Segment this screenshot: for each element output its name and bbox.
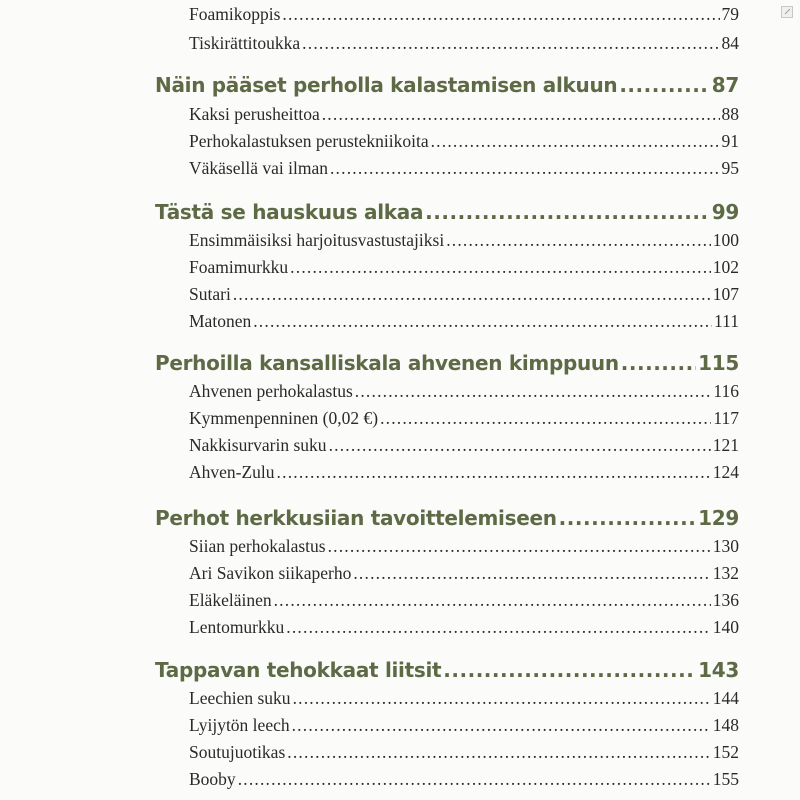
dot-leader <box>355 381 712 402</box>
page-corner-icon <box>781 6 793 18</box>
dot-leader <box>380 408 711 429</box>
dot-leader <box>619 73 709 97</box>
toc-title: Lyijytön leech <box>189 715 290 735</box>
toc-title: Eläkeläinen <box>189 590 272 610</box>
toc-page-number: 88 <box>721 104 739 124</box>
toc-page-number: 132 <box>712 563 739 583</box>
dot-leader <box>431 131 720 152</box>
toc-page-number: 95 <box>721 158 739 178</box>
toc-entry <box>189 131 739 152</box>
toc-title: Lentomurkku <box>189 617 285 637</box>
dot-leader <box>559 506 696 530</box>
toc-title: Foamimurkku <box>189 257 289 277</box>
toc-title: Sutari <box>189 284 231 304</box>
dot-leader <box>330 158 720 179</box>
toc-title: Foamikoppis <box>189 4 281 24</box>
toc-title: Leechien suku <box>189 688 291 708</box>
toc-chapter-heading <box>155 200 739 228</box>
toc-entry <box>189 4 739 25</box>
dot-leader <box>253 311 712 332</box>
toc-title: Nakkisurvarin suku <box>189 435 327 455</box>
toc-page-number: 152 <box>712 742 739 762</box>
toc-title: Tästä se hauskuus alkaa <box>155 200 424 224</box>
dot-leader <box>282 4 719 25</box>
toc-page-number: 136 <box>712 590 739 610</box>
toc-entry <box>189 462 739 483</box>
toc-entry <box>189 563 739 584</box>
toc-title: Ensimmäisiksi harjoitusvastustajiksi <box>189 230 445 250</box>
toc-title: Matonen <box>189 311 252 331</box>
toc-title: Perhoilla kansalliskala ahvenen kimppuun <box>155 351 619 375</box>
toc-page-number: 124 <box>712 462 739 482</box>
toc-title: Ari Savikon siikaperho <box>189 563 352 583</box>
dot-leader <box>233 284 711 305</box>
dot-leader <box>287 742 710 763</box>
dot-leader <box>238 769 711 790</box>
toc-entry <box>189 715 739 736</box>
dot-leader <box>322 104 720 125</box>
toc-title: Väkäsellä vai ilman <box>189 158 328 178</box>
toc-entry <box>189 590 739 611</box>
toc-entry <box>189 408 739 429</box>
toc-page-number: 100 <box>712 230 739 250</box>
toc-title: Booby <box>189 769 236 789</box>
dot-leader <box>328 536 711 557</box>
toc-page-number: 84 <box>721 33 739 53</box>
toc-title: Ahvenen perhokalastus <box>189 381 353 401</box>
dot-leader <box>621 351 696 375</box>
toc-entry <box>189 769 739 790</box>
toc-entry <box>189 257 739 278</box>
toc-title: Tiskirättitoukka <box>189 33 301 53</box>
toc-title: Perhokalastuksen perustekniikoita <box>189 131 429 151</box>
toc-entry <box>189 381 739 402</box>
toc-title: Perhot herkkusiian tavoittelemiseen <box>155 506 557 530</box>
toc-entry <box>189 536 739 557</box>
dot-leader <box>446 230 711 251</box>
toc-page-number: 140 <box>712 617 739 637</box>
toc-title: Kymmenpenninen (0,02 €) <box>189 408 379 428</box>
toc-page-number: 121 <box>712 435 739 455</box>
toc-page-number: 107 <box>712 284 739 304</box>
toc-entry <box>189 284 739 305</box>
dot-leader <box>329 435 711 456</box>
toc-page-number: 99 <box>711 200 739 224</box>
toc-page-number: 87 <box>711 73 739 97</box>
dot-leader <box>293 688 711 709</box>
toc-page-number: 111 <box>714 311 739 331</box>
toc-page-number: 144 <box>712 688 739 708</box>
toc-entry <box>189 33 739 54</box>
toc-title: Näin pääset perholla kalastamisen alkuun <box>155 73 618 97</box>
toc-page-number: 155 <box>712 769 739 789</box>
toc-chapter-heading <box>155 506 739 534</box>
toc-chapter-heading <box>155 658 739 686</box>
toc-page-number: 129 <box>698 506 739 530</box>
toc-page-number: 143 <box>698 658 739 682</box>
dot-leader <box>353 563 710 584</box>
toc-page-number: 116 <box>713 381 739 401</box>
dot-leader <box>277 462 711 483</box>
toc-entry <box>189 104 739 125</box>
toc-entry <box>189 435 739 456</box>
toc-entry <box>189 230 739 251</box>
dot-leader <box>274 590 711 611</box>
toc-page-number: 130 <box>712 536 739 556</box>
dot-leader <box>443 658 696 682</box>
toc-entry <box>189 617 739 638</box>
toc-title: Siian perhokalastus <box>189 536 326 556</box>
toc-title: Ahven-Zulu <box>189 462 275 482</box>
toc-page-number: 102 <box>712 257 739 277</box>
toc-entry <box>189 742 739 763</box>
toc-title: Soutujuotikas <box>189 742 286 762</box>
dot-leader <box>290 257 711 278</box>
toc-entry <box>189 158 739 179</box>
toc-page-number: 148 <box>712 715 739 735</box>
toc-title: Kaksi perusheittoa <box>189 104 320 124</box>
toc-chapter-heading <box>155 351 739 379</box>
toc-page-number: 91 <box>721 131 739 151</box>
dot-leader <box>292 715 711 736</box>
toc-page-number: 79 <box>721 4 739 24</box>
dot-leader <box>425 200 710 224</box>
dot-leader <box>302 33 719 54</box>
dot-leader <box>286 617 710 638</box>
toc-title: Tappavan tehokkaat liitsit <box>155 658 442 682</box>
toc-chapter-heading <box>155 73 739 101</box>
toc-page-number: 117 <box>713 408 739 428</box>
toc-page-number: 115 <box>698 351 739 375</box>
toc-entry <box>189 311 739 332</box>
toc-entry <box>189 688 739 709</box>
